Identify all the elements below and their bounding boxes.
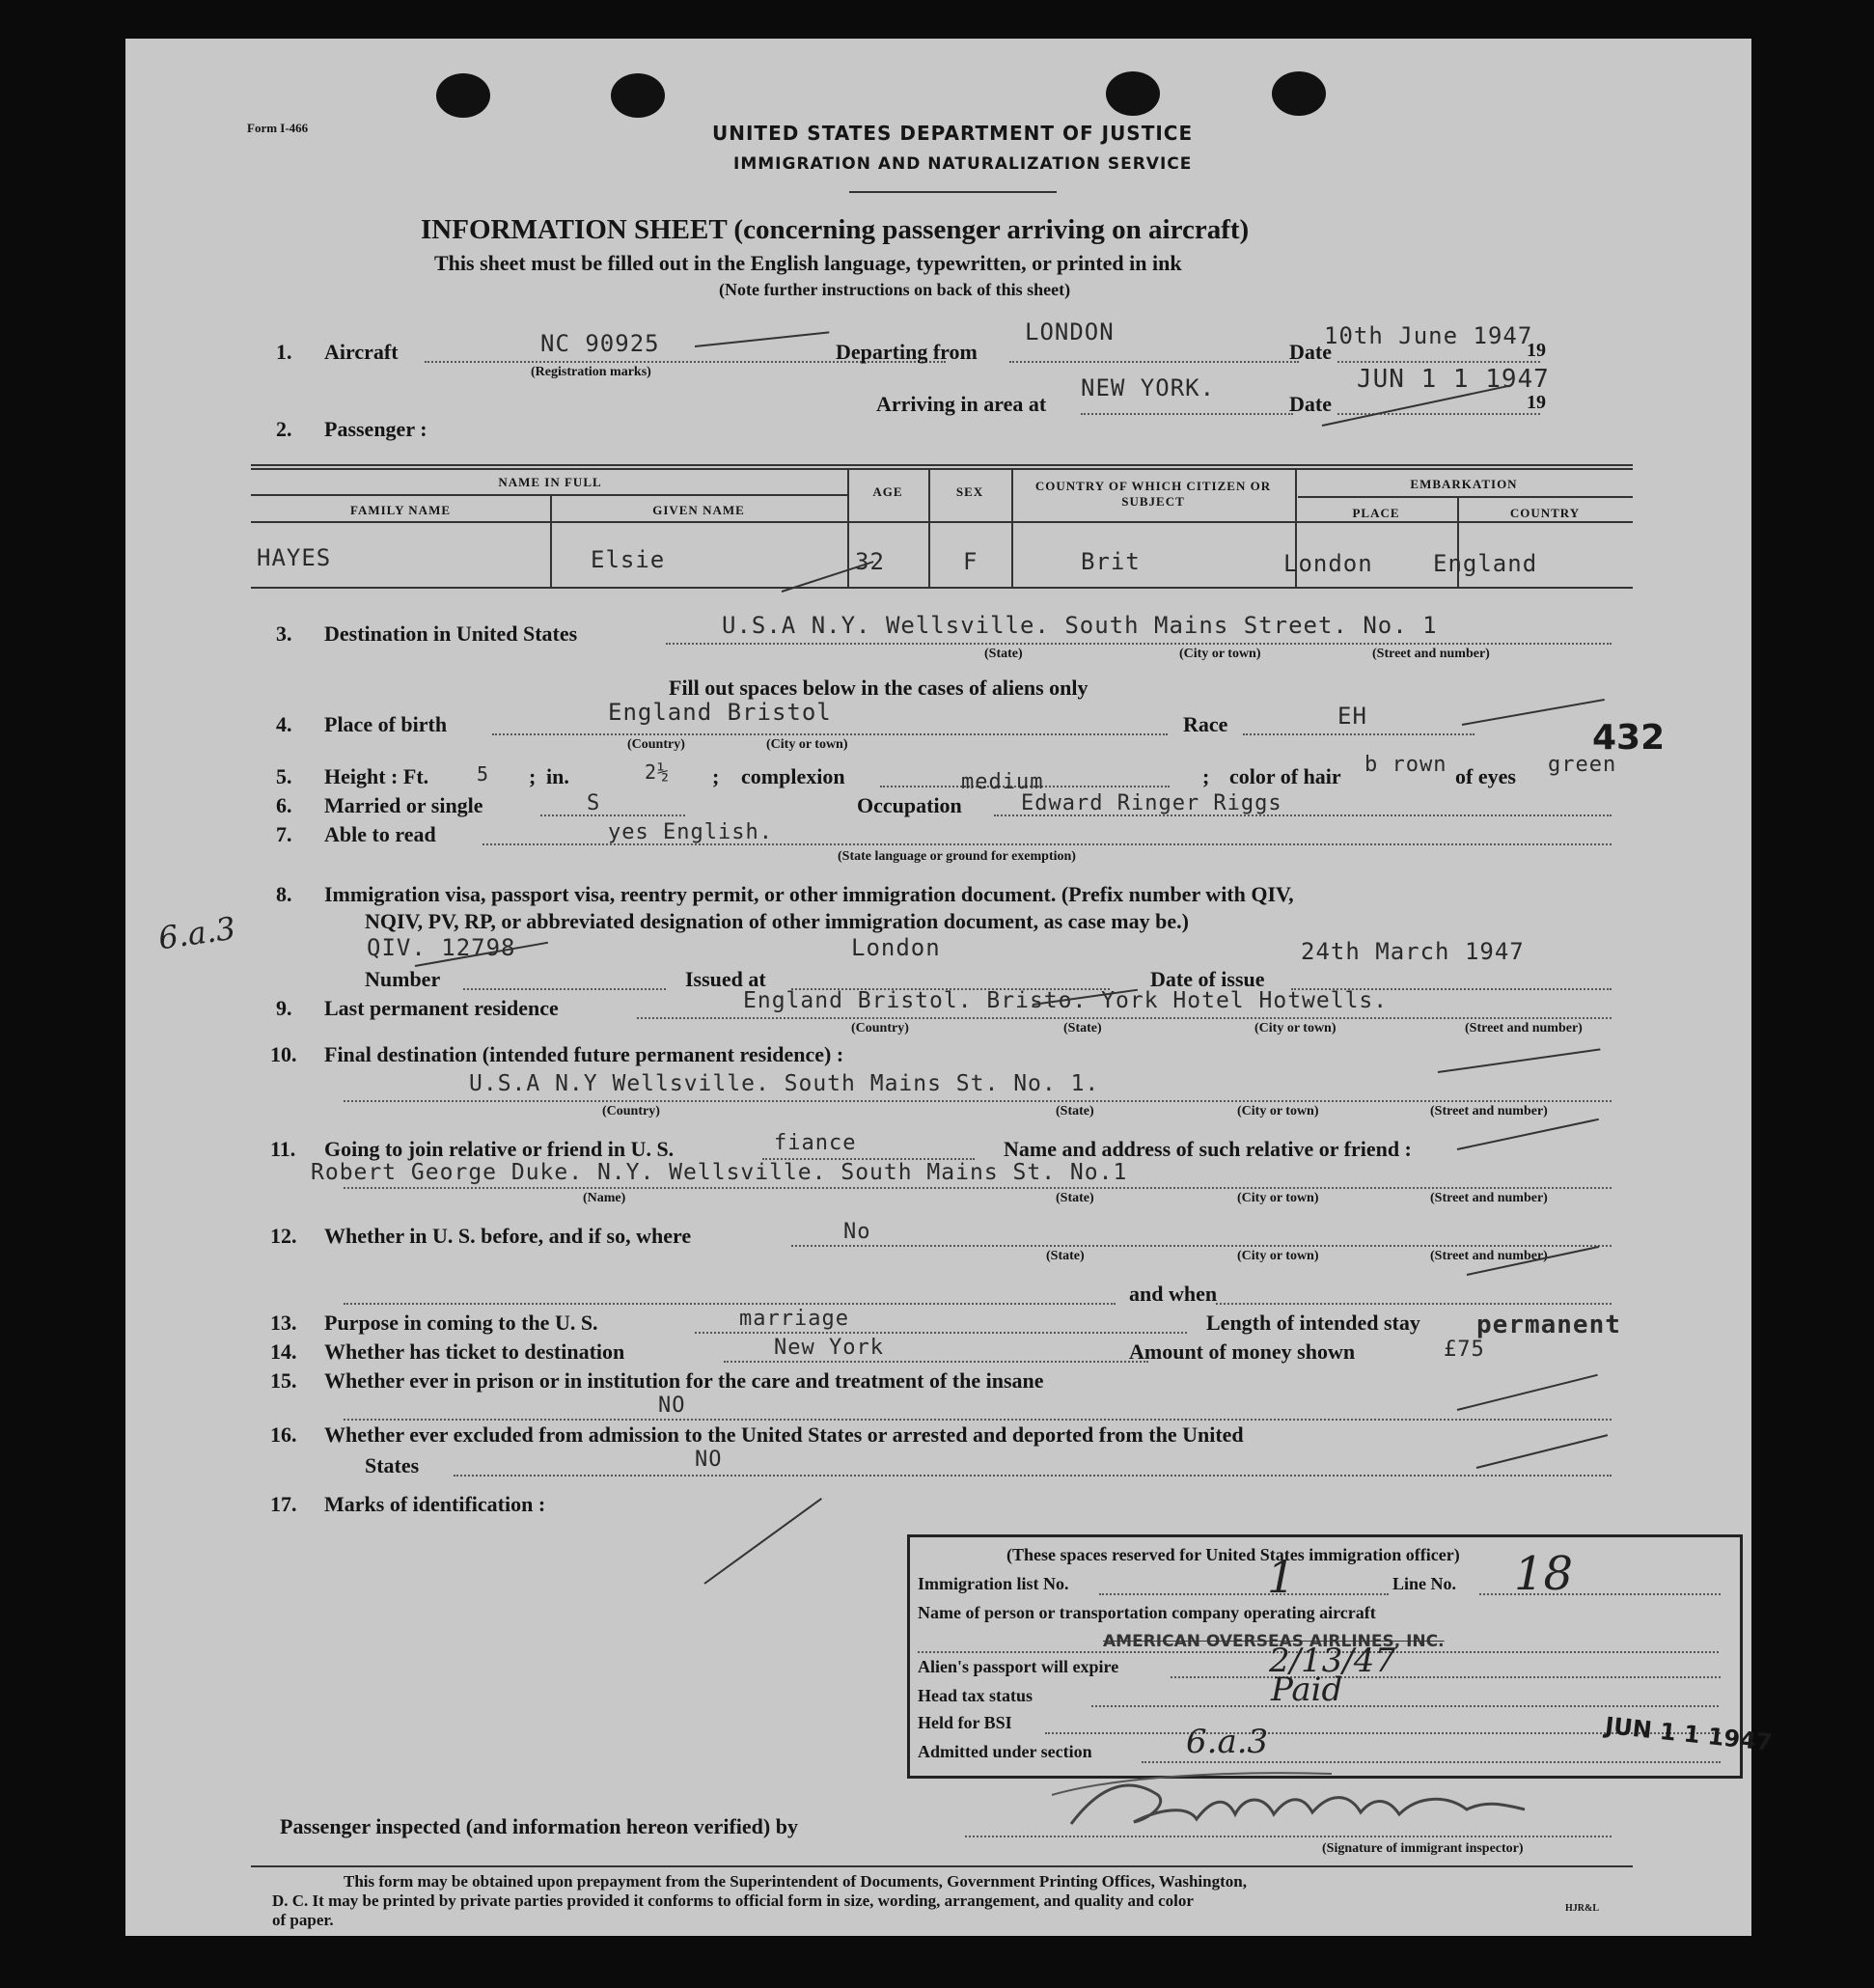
list-no-value: 1 [1267, 1551, 1296, 1603]
punch-hole [611, 73, 665, 118]
item-number: 1. [276, 340, 292, 364]
pen-stroke [1457, 1374, 1598, 1411]
height-inches: 2½ [645, 760, 671, 784]
embarkation-place: London [1283, 550, 1373, 577]
visa-label: Immigration visa, passport visa, reentry permit, or other immigration document. (Prefix number with QIV, [324, 882, 1294, 906]
marital-label: Married or single [324, 793, 483, 817]
footer-line: of paper. [272, 1911, 334, 1929]
date-label: Date [1289, 392, 1332, 416]
caption: (Registration marks) [531, 365, 651, 379]
and-when-label: and when [1129, 1282, 1218, 1306]
visa-label-cont: NQIV, PV, RP, or abbreviated designation of other immigration document, as case may be.) [365, 909, 1189, 933]
caption: (State) [1063, 1021, 1102, 1035]
dotted-line [540, 815, 685, 816]
printer-code: HJR&L [1565, 1903, 1599, 1914]
hair-label: color of hair [1229, 764, 1341, 788]
date-issue-label: Date of issue [1150, 967, 1265, 991]
item-number: 5. [276, 764, 292, 788]
before-value: No [843, 1220, 871, 1244]
dotted-line [1099, 1593, 1389, 1595]
age: 32 [855, 548, 885, 575]
column-header: AGE [872, 484, 903, 499]
table-rule [251, 521, 1633, 523]
ticket-value: New York [774, 1336, 884, 1360]
caption: (Signature of immigrant inspector) [1322, 1841, 1524, 1856]
birthplace-value: England Bristol [608, 699, 832, 726]
table-rule [1298, 496, 1633, 498]
service-name: IMMIGRATION AND NATURALIZATION SERVICE [733, 154, 1193, 174]
final-dest-label: Final destination (intended future permanent residence) : [324, 1042, 844, 1066]
dotted-line [1091, 1705, 1719, 1707]
number-stamp: 432 [1592, 718, 1666, 758]
inspected-label: Passenger inspected (and information hereon verified) by [280, 1814, 798, 1838]
pen-stroke [1476, 1434, 1608, 1469]
relative-value: Robert George Duke. N.Y. Wellsville. South Mains St. No.1 [311, 1160, 1128, 1185]
given-name: Elsie [591, 546, 666, 573]
punch-hole [1272, 71, 1326, 116]
dotted-line [492, 733, 1168, 735]
line-no-value: 18 [1514, 1547, 1574, 1601]
caption: (Street and number) [1465, 1021, 1583, 1035]
pen-stroke [1457, 1118, 1599, 1150]
form-number: Form I-466 [247, 121, 309, 135]
column-header: SEX [955, 484, 984, 499]
dotted-line [344, 1100, 1612, 1102]
section-value: 6.a.3 [1186, 1723, 1269, 1761]
caption: (Street and number) [1430, 1249, 1548, 1263]
item-number: 6. [276, 793, 292, 817]
item-number: 13. [270, 1311, 297, 1335]
read-value: yes English. [608, 820, 773, 844]
table-rule [251, 587, 1633, 589]
pen-stroke [1438, 1048, 1601, 1073]
purpose-label: Purpose in coming to the U. S. [324, 1311, 598, 1335]
destination-label: Destination in United States [324, 621, 578, 646]
dotted-line [724, 1361, 1148, 1363]
item-number: 17. [270, 1492, 297, 1516]
departure-date: 10th June 1947 [1324, 322, 1533, 349]
issued-label: Issued at [685, 967, 766, 991]
dotted-line [1337, 361, 1540, 363]
eyes-value: green [1548, 753, 1617, 777]
dotted-line [344, 1187, 1612, 1189]
number-label: Number [365, 967, 441, 991]
table-rule [1011, 468, 1013, 587]
read-label: Able to read [324, 822, 436, 846]
visa-number: QIV. 12798 [367, 934, 516, 961]
dotted-line [637, 1017, 1612, 1019]
dotted-line [1216, 1303, 1612, 1305]
dotted-line [791, 1245, 1612, 1247]
race-value: EH [1337, 703, 1367, 730]
arrival-date-stamp: JUN 1 1 1947 [1357, 365, 1550, 394]
item-number: 14. [270, 1339, 297, 1364]
item-number: 15. [270, 1368, 297, 1393]
caption: (State language or ground for exemption) [838, 849, 1076, 864]
date-label: Date [1289, 340, 1332, 364]
height-label: Height : Ft. [324, 764, 429, 788]
item-number: 16. [270, 1422, 297, 1447]
height-feet: 5 [477, 762, 490, 786]
pen-stroke [1462, 699, 1605, 726]
relation-value: fiance [774, 1131, 857, 1155]
departing-city: LONDON [1025, 318, 1115, 345]
before-label: Whether in U. S. before, and if so, where [324, 1224, 692, 1248]
dotted-line [454, 1475, 1612, 1477]
section-heading: Fill out spaces below in the cases of aliens only [669, 676, 1089, 700]
column-header: EMBARKATION [1410, 477, 1518, 491]
caption: (Name) [583, 1191, 626, 1205]
dotted-line [463, 988, 666, 990]
officer-reserved-box [907, 1534, 1774, 1779]
caption: (State) [1046, 1249, 1085, 1263]
pen-stroke [703, 1498, 822, 1585]
hair-value: b rown [1364, 753, 1447, 777]
race-label: Race [1183, 712, 1228, 736]
caption: (City or town) [1179, 647, 1261, 661]
ticket-label: Whether has ticket to destination [324, 1339, 625, 1364]
dotted-line [1171, 1676, 1721, 1678]
inches-label: in. [546, 764, 569, 788]
column-header: PLACE [1352, 506, 1400, 520]
separator: ; [529, 764, 537, 788]
punch-hole [436, 73, 490, 118]
headtax-label: Head tax status [918, 1686, 1033, 1705]
prison-label: Whether ever in prison or in institution for the care and treatment of the insane [324, 1368, 1044, 1393]
embarkation-country: England [1433, 550, 1538, 577]
family-name: HAYES [257, 544, 332, 571]
caption: (Street and number) [1430, 1104, 1548, 1118]
occupation-label: Occupation [857, 793, 962, 817]
footer-line: D. C. It may be printed by private parties provided it conforms to official form in size, wording, arrangement, and quality and color [272, 1891, 1194, 1910]
column-header: NAME IN FULL [498, 475, 602, 489]
section-label: Admitted under section [918, 1742, 1092, 1761]
arriving-label: Arriving in area at [876, 392, 1047, 416]
stay-label: Length of intended stay [1206, 1311, 1420, 1335]
table-rule [251, 468, 1633, 470]
item-number: 3. [276, 621, 292, 646]
table-rule [251, 464, 1633, 466]
dotted-line [666, 643, 1612, 645]
join-label: Going to join relative or friend in U. S. [324, 1137, 675, 1161]
list-no-label: Immigration list No. [918, 1574, 1069, 1593]
birthplace-label: Place of birth [324, 712, 448, 736]
item-number: 2. [276, 417, 292, 441]
occupation-value: Edward Ringer Riggs [1021, 791, 1282, 815]
eyes-label: of eyes [1455, 764, 1516, 788]
year-suffix: 19 [1527, 392, 1546, 413]
dotted-line [1009, 361, 1299, 363]
destination-value: U.S.A N.Y. Wellsville. South Mains Street. No. 1 [722, 612, 1438, 639]
pen-stroke [695, 331, 829, 347]
column-header: COUNTRY [1509, 506, 1581, 520]
money-value: £75 [1444, 1338, 1485, 1362]
item-number: 9. [276, 996, 292, 1020]
punch-hole [1106, 71, 1160, 116]
dotted-line [1081, 413, 1293, 415]
visa-issued-at: London [851, 934, 941, 961]
excluded-value: NO [695, 1448, 723, 1472]
purpose-value: marriage [739, 1307, 849, 1331]
separator: ; [1202, 764, 1210, 788]
excluded-label: Whether ever excluded from admission to the United States or arrested and deported from the United [324, 1422, 1244, 1447]
admission-date-stamp: JUN 1 1 1947 [1604, 1711, 1774, 1757]
stay-value: permanent [1476, 1311, 1621, 1339]
caption: (City or town) [766, 737, 848, 752]
residence-value: England Bristol. Bristo. York Hotel Hotwells. [743, 988, 1389, 1013]
department-name: UNITED STATES DEPARTMENT OF JUSTICE [712, 122, 1194, 145]
line-no-label: Line No. [1392, 1574, 1457, 1593]
aircraft-label: Aircraft [324, 340, 399, 364]
item-number: 11. [270, 1137, 296, 1161]
prison-value: NO [658, 1394, 686, 1418]
caption: (City or town) [1237, 1249, 1319, 1263]
column-header: GIVEN NAME [652, 503, 745, 517]
document-paper [125, 39, 1774, 1936]
margin-note: 6.a.3 [155, 909, 238, 957]
column-header: COUNTRY OF WHICH CITIZEN OR SUBJECT [1034, 479, 1272, 509]
caption: (Street and number) [1430, 1191, 1548, 1205]
headtax-value: Paid [1271, 1670, 1343, 1709]
passport-label: Alien's passport will expire [918, 1657, 1119, 1676]
aircraft-registration: NC 90925 [540, 330, 660, 357]
column-header: FAMILY NAME [349, 503, 452, 517]
separator: ; [712, 764, 720, 788]
passenger-label: Passenger : [324, 417, 427, 441]
note: (Note further instructions on back of this sheet) [719, 280, 1071, 299]
item-number: 10. [270, 1042, 297, 1066]
dotted-line [1142, 1761, 1721, 1763]
year-suffix: 19 [1527, 340, 1546, 361]
caption: (State) [1056, 1191, 1094, 1205]
item-number: 12. [270, 1224, 297, 1248]
dotted-line [344, 1419, 1612, 1421]
divider [849, 191, 1057, 193]
passport-value: 2/13/47 [1269, 1642, 1396, 1680]
marks-label: Marks of identification : [324, 1492, 546, 1516]
operator-label: Name of person or transportation company operating aircraft [918, 1603, 1376, 1622]
caption: (Street and number) [1372, 647, 1490, 661]
caption: (City or town) [1237, 1191, 1319, 1205]
item-number: 4. [276, 712, 292, 736]
bsi-label: Held for BSI [918, 1713, 1012, 1732]
footer-line: This form may be obtained upon prepayment from the Superintendent of Documents, Government Printing Offices, Washington, [344, 1872, 1247, 1891]
relative-address-label: Name and address of such relative or friend : [1004, 1137, 1412, 1161]
caption: (State) [984, 647, 1023, 661]
caption: (State) [1056, 1104, 1094, 1118]
final-dest-value: U.S.A N.Y Wellsville. South Mains St. No. 1. [469, 1071, 1100, 1096]
departing-label: Departing from [836, 340, 978, 364]
caption: (City or town) [1254, 1021, 1337, 1035]
operator-stamp: AMERICAN OVERSEAS AIRLINES, INC. [1103, 1632, 1445, 1651]
caption: (Country) [851, 1021, 909, 1035]
dotted-line [1243, 733, 1474, 735]
item-number: 7. [276, 822, 292, 846]
arriving-city: NEW YORK. [1081, 374, 1216, 401]
sex: F [963, 548, 978, 575]
visa-date: 24th March 1947 [1301, 938, 1525, 965]
inspector-signature [1042, 1766, 1544, 1843]
subtitle: This sheet must be filled out in the English language, typewritten, or printed in ink [434, 251, 1182, 275]
complexion-label: complexion [741, 764, 845, 788]
item-number: 8. [276, 882, 292, 906]
citizenship: Brit [1081, 548, 1141, 575]
reserved-title: (These spaces reserved for United States immigration officer) [1006, 1545, 1460, 1564]
residence-label: Last permanent residence [324, 996, 559, 1020]
dotted-line [695, 1332, 1187, 1334]
dotted-line [344, 1303, 1116, 1305]
money-label: Amount of money shown [1129, 1339, 1356, 1364]
caption: (Country) [602, 1104, 660, 1118]
caption: (Country) [627, 737, 685, 752]
complexion-value: medium [961, 770, 1044, 794]
caption: (City or town) [1237, 1104, 1319, 1118]
excluded-label-cont: States [365, 1453, 420, 1477]
page-title: INFORMATION SHEET (concerning passenger arriving on aircraft) [421, 214, 1250, 245]
marital-value: S [587, 791, 601, 815]
divider [251, 1865, 1633, 1867]
